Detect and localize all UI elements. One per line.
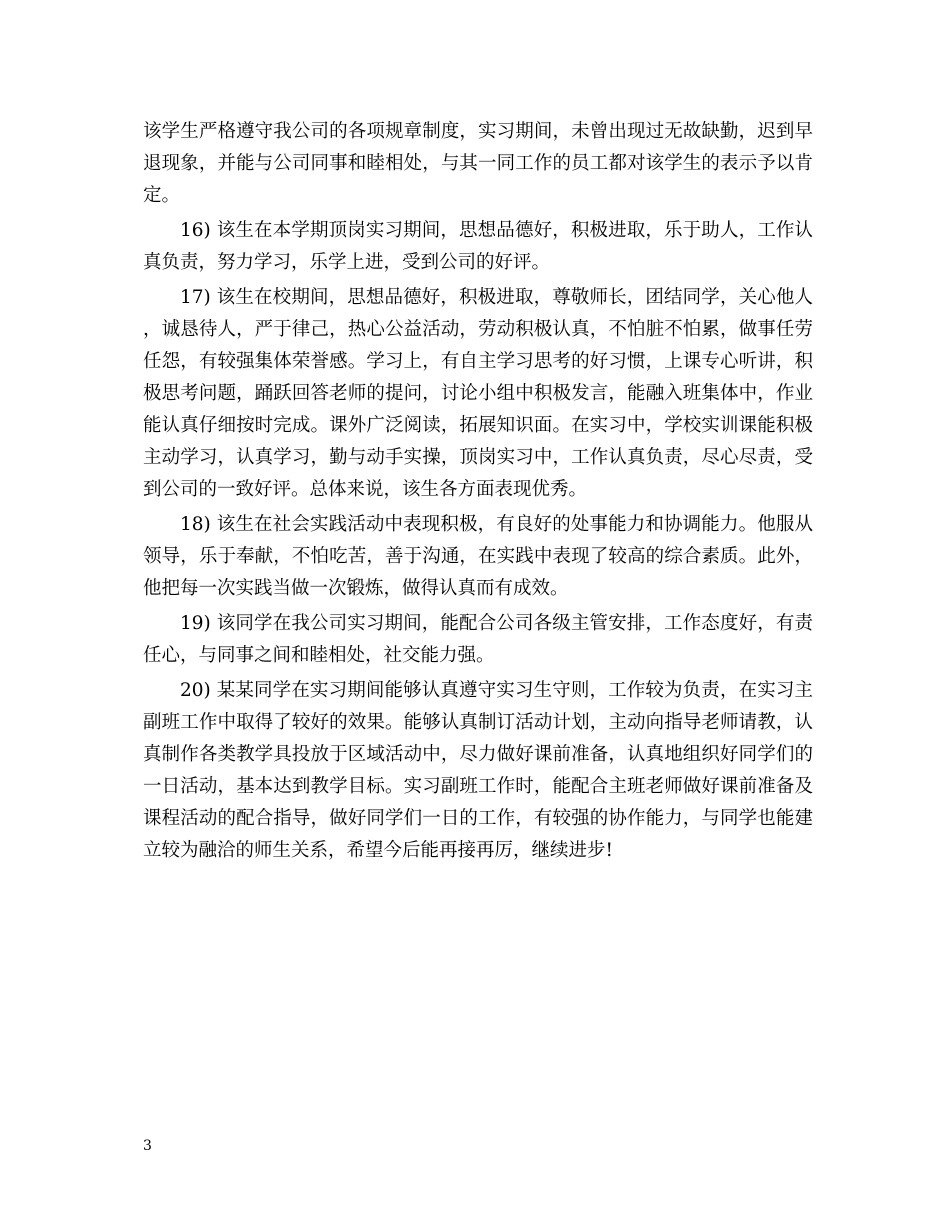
paragraph-item-17: 17) 该生在校期间，思想品德好，积极进取，尊敬师长，团结同学，关心他人，诚恳待人，严于律己，热心公益活动，劳动积极认真，不怕脏不怕累，做事任劳任怨，有较强集体荣誉感。学习上，有自主学习思考的好习惯，上课专心听讲，积极思考问题，踊跃回答老师的提问，讨论小组中积极发言，能融入班集体中，作业能认真仔细按时完成。课外广泛阅读，拓展知识面。在实习中，学校实训课能积极主动学习，认真学习，勤与动手实操，顶岗实习中，工作认真负责，尽心尽责，受到公司的一致好评。总体来说，该生各方面表现优秀。 (143, 287, 813, 500)
paragraph-item-19: 19) 该同学在我公司实习期间，能配合公司各级主管安排，工作态度好，有责任心，与同事之间和睦相处，社交能力强。 (143, 613, 813, 666)
page-number: 3 (143, 1138, 152, 1154)
paragraph-item-18: 18) 该生在社会实践活动中表现积极，有良好的处事能力和协调能力。他服从领导，乐于奉献，不怕吃苦，善于沟通，在实践中表现了较高的综合素质。此外，他把每一次实践当做一次锻炼，做得认真而有成效。 (143, 514, 813, 599)
paragraph-item-16: 16) 该生在本学期顶岗实习期间，思想品德好，积极进取，乐于助人，工作认真负责，努力学习，乐学上进，受到公司的好评。 (143, 220, 813, 273)
paragraph-intro: 该学生严格遵守我公司的各项规章制度，实习期间，未曾出现过无故缺勤，迟到早退现象，并能与公司同事和睦相处，与其一同工作的员工都对该学生的表示予以肯定。 (143, 121, 813, 206)
paragraph-item-20: 20) 某某同学在实习期间能够认真遵守实习生守则，工作较为负责，在实习主副班工作中取得了较好的效果。能够认真制订活动计划，主动向指导老师请教，认真制作各类教学具投放于区域活动中，尽力做好课前准备，认真地组织好同学们的一日活动，基本达到教学目标。实习副班工作时，能配合主班老师做好课前准备及课程活动的配合指导，做好同学们一日的工作，有较强的协作能力，与同学也能建立较为融洽的师生关系，希望今后能再接再厉，继续进步! (143, 680, 813, 861)
document-body (143, 116, 813, 870)
